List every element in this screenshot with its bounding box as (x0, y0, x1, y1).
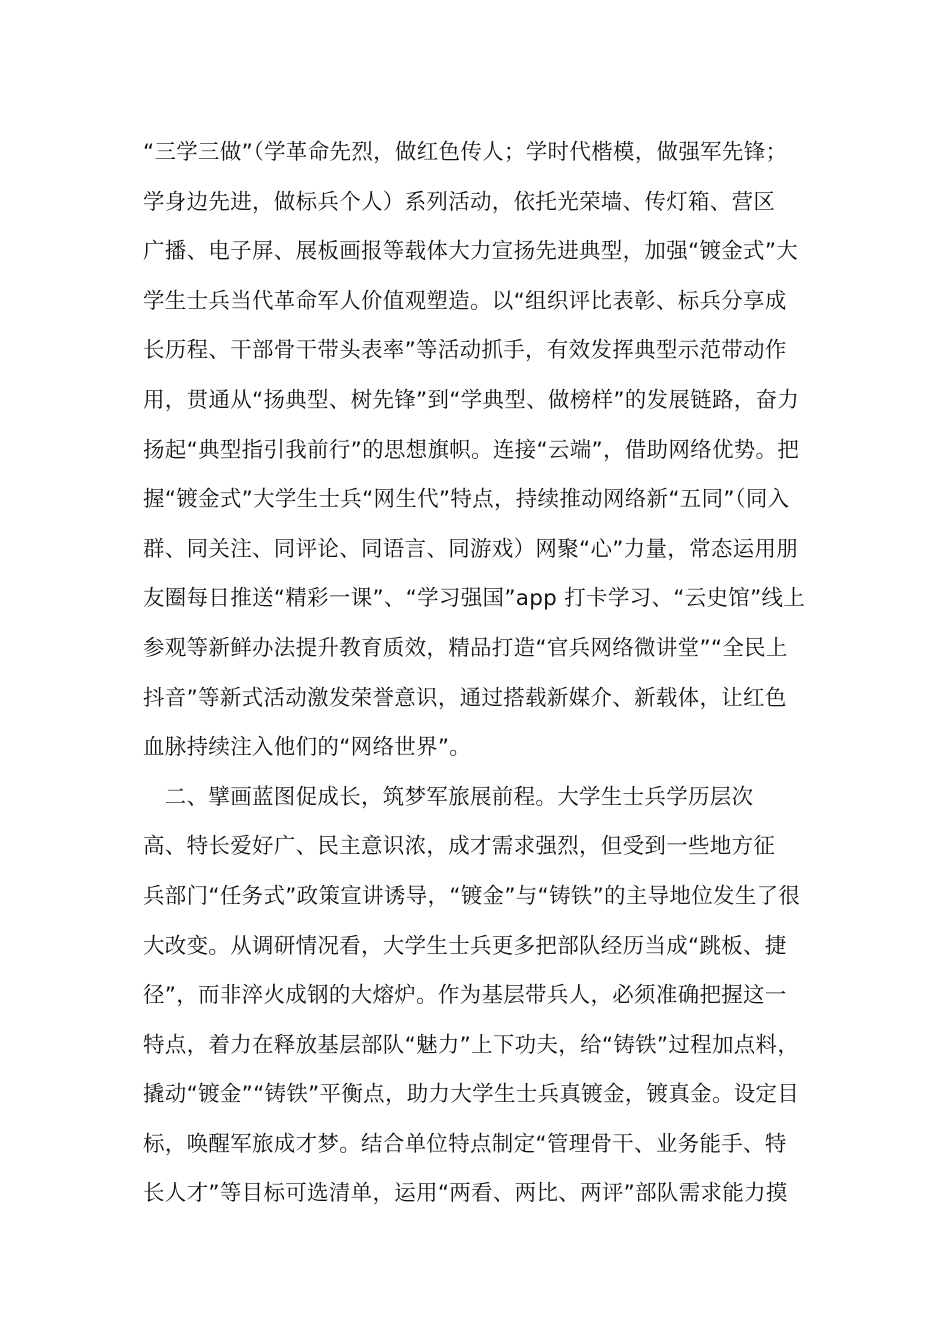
text-line: 径”，而非淬火成钢的大熔炉。作为基层带兵人，必须准确把握这一 (143, 983, 787, 1009)
text-line: 标，唤醒军旅成才梦。结合单位特点制定“管理骨干、业务能手、特 (143, 1131, 787, 1157)
text-line: “三学三做”（学革命先烈，做红色传人；学时代楷模，做强军先锋； (143, 140, 788, 165)
text-line: 兵部门“任务式”政策宣讲诱导，“镀金”与“铸铁”的主导地位发生了很 (143, 883, 801, 909)
text-line: 长历程、干部骨干带头表率”等活动抓手，有效发挥典型示范带动作 (143, 338, 787, 364)
text-line: 抖音”等新式活动激发荣誉意识，通过搭载新媒介、新载体，让红色 (143, 685, 787, 711)
text-line: 血脉持续注入他们的“网络世界”。 (143, 735, 472, 761)
text-line: 参观等新鲜办法提升教育质效，精品打造“官兵网络微讲堂”“全民上 (143, 635, 788, 661)
text-line: 用，贯通从“扬典型、树先锋”到“学典型、做榜样”的发展链路，奋力 (143, 387, 800, 413)
text-line: 群、同关注、同评论、同语言、同游戏）网聚“心”力量，常态运用朋 (143, 536, 799, 562)
section-heading-line: 二、擘画蓝图促成长，筑梦军旅展前程。大学生士兵学历层次 (143, 784, 754, 810)
text-line: 特点，着力在释放基层部队“魅力”上下功夫，给“铸铁”过程加点料， (143, 1032, 800, 1058)
text-line: 撬动“镀金”“铸铁”平衡点，助力大学生士兵真镀金，镀真金。设定目 (143, 1082, 800, 1108)
text-line: 高、特长爱好广、民主意识浓，成才需求强烈，但受到一些地方征 (143, 834, 776, 860)
text-line: 扬起“典型指引我前行”的思想旗帜。连接“云端”，借助网络优势。把 (143, 437, 800, 463)
body-text (143, 128, 823, 1219)
text-line: 长人才”等目标可选清单，运用“两看、两比、两评”部队需求能力摸 (143, 1181, 788, 1207)
text-line: 友圈每日推送“精彩一课”、“学习强国”app 打卡学习、“云史馆”线上 (143, 586, 806, 612)
text-line: 学身边先进，做标兵个人）系列活动，依托光荣墙、传灯箱、营区 (143, 189, 776, 215)
text-line: 握“镀金式”大学生士兵“网生代”特点，持续推动网络新“五同”（同入 (143, 487, 790, 513)
text-line: 学生士兵当代革命军人价值观塑造。以“组织评比表彰、标兵分享成 (143, 288, 787, 314)
text-line: 大改变。从调研情况看，大学生士兵更多把部队经历当成“跳板、捷 (143, 933, 787, 959)
text-line: 广播、电子屏、展板画报等载体大力宣扬先进典型，加强“镀金式”大 (143, 239, 799, 265)
